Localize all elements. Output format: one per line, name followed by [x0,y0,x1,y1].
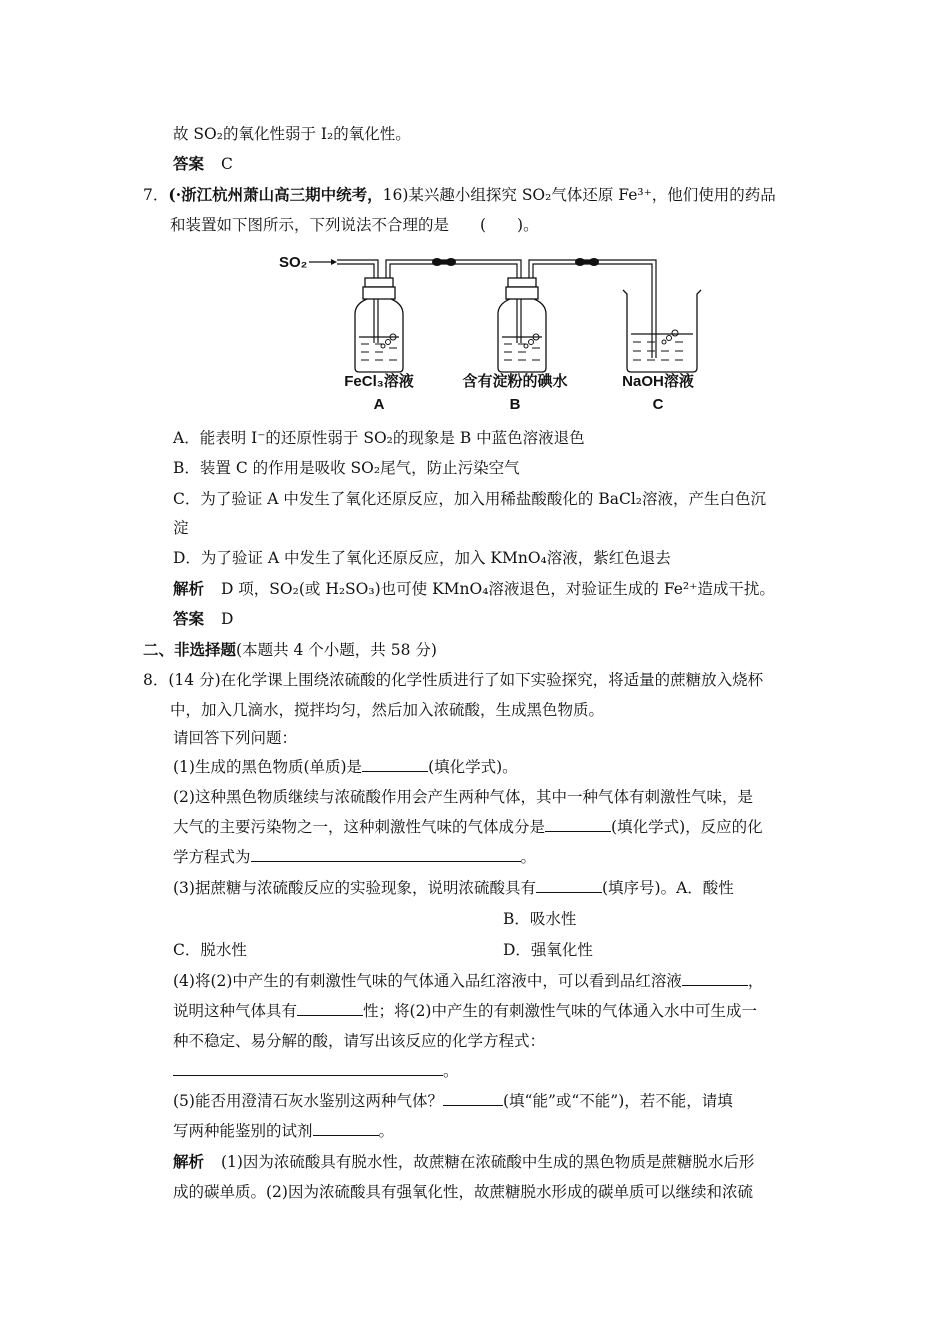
part1-suffix: (填化学式)。 [428,758,518,776]
bottle-a-reagent: FeCl₃溶液 [344,373,414,390]
part2-eq-suffix: 。 [520,848,537,866]
q8-stem-line2: 中，加入几滴水，搅拌均匀，然后加入浓硫酸，生成黑色物质。 [170,701,605,719]
q8-part4-line3: 种不稳定、易分解的酸，请写出该反应的化学方程式： [173,1032,546,1050]
q8-analysis-line2: 成的碳单质。(2)因为浓硫酸具有强氧化性，故蔗糖脱水形成的碳单质可以继续和浓硫 [173,1183,753,1201]
part2-text: 大气的主要污染物之一，这种刺激性气味的气体成分是 [173,818,546,836]
part5-reagent-blank[interactable] [313,1121,379,1136]
q8-part3 [173,877,734,899]
inlet-tube [337,260,378,343]
prev-answer [173,153,233,175]
section-heading [143,639,437,661]
bottle-b-reagent: 含有淀粉的碘水 [462,373,568,390]
part1-blank[interactable] [362,757,428,772]
part4-comma: ， [747,972,764,990]
part5-blank[interactable] [443,1091,503,1106]
q8-part2-line2 [173,816,763,838]
answer-value: C [220,155,233,173]
part3-text: (3)据蔗糖与浓硫酸反应的实验现象，说明浓硫酸具有 [173,879,536,897]
q7-stem-text: 某兴趣小组探究 SO₂气体还原 Fe³⁺，他们使用的药品 [408,186,776,204]
q8-stem-text: (14 分)在化学课上围绕浓硫酸的化学性质进行了如下实验探究，将适量的蔗糖放入烧杯 [168,671,764,689]
part2-eq-text: 学方程式为 [173,848,251,866]
part4-text: (4)将(2)中产生的有刺激性气味的气体通入品红溶液中，可以看到品红溶液 [173,972,682,990]
q8-part2-line3 [173,846,536,868]
beaker-c-letter: C [652,396,664,413]
inlet-label: SO₂ [279,254,308,271]
q7-option-b: B．装置 C 的作用是吸收 SO₂尾气，防止污染空气 [173,459,520,477]
q7-option-a: A．能表明 I⁻的还原性弱于 SO₂的现象是 B 中蓝色溶液退色 [173,429,585,447]
q8-part2-line1: (2)这种黑色物质继续与浓硫酸作用会产生两种气体，其中一种气体有刺激性气味，是 [173,788,753,806]
bottle-a [355,278,403,372]
part3-option-c: C．脱水性 [173,941,247,959]
analysis-text: (1)因为浓硫酸具有脱水性，故蔗糖在浓硫酸中生成的黑色物质是蔗糖脱水后形 [220,1153,755,1171]
answer-value: D [220,610,234,628]
part5-end: 。 [378,1122,395,1140]
q8-stem-line1 [143,669,763,691]
part3-option-d: D．强氧化性 [503,941,593,959]
q8-part5-line1 [173,1090,733,1112]
analysis-label: 解析 [173,1152,205,1171]
connector-a-b [386,260,521,343]
part5-text: (5)能否用澄清石灰水鉴别这两种气体？ [173,1092,443,1110]
part4-equation-blank[interactable] [173,1061,443,1076]
q8-part4-line2 [173,1000,757,1022]
bottle-a-letter: A [373,396,385,413]
q8-analysis-line1 [173,1151,754,1173]
q7-option-c-line2: 淀 [173,519,189,537]
q7-answer [173,608,233,630]
q8-part4-line4 [173,1060,459,1082]
apparatus-diagram [275,248,705,418]
q8-part5-line2 [173,1120,394,1142]
part2-suffix: (填化学式)，反应的化 [611,818,763,836]
beaker-c [623,290,701,372]
connector-b-c [529,260,656,358]
part4-observation-blank[interactable] [682,971,748,986]
answer-label: 答案 [173,154,205,173]
prev-conclusion: 故 SO₂的氧化性弱于 I₂的氧化性。 [173,125,411,143]
q7-source: (·浙江杭州萧山高三期中统考， [168,185,383,204]
q7-score: 16) [382,186,409,204]
analysis-label: 解析 [173,579,205,598]
part4-eq-suffix: 。 [443,1062,459,1080]
part4-suffix: 性；将(2)中产生的有刺激性气味的气体通入水中可生成一 [363,1002,757,1020]
beaker-c-reagent: NaOH溶液 [622,373,694,390]
section-title: 二、非选择题 [143,640,237,659]
q7-option-d: D．为了验证 A 中发生了氧化还原反应，加入 KMnO₄溶液，紫红色退去 [173,549,671,567]
part3-blank[interactable] [536,878,602,893]
part5-suffix: (填“能”或“不能”)，若不能，请填 [502,1092,733,1110]
q7-option-c-line1: C．为了验证 A 中发生了氧化还原反应，加入用稀盐酸酸化的 BaCl₂溶液，产生白色沉 [173,490,766,508]
part3-suffix: (填序号)。A．酸性 [601,879,734,897]
part4-property-blank[interactable] [297,1001,363,1016]
q8-part4-line1 [173,970,763,992]
q8-number: 8． [143,671,169,689]
section-note: (本题共 4 个小题，共 58 分) [236,641,437,659]
q7-stem-line2: 和装置如下图所示，下列说法不合理的是 ( )。 [170,216,539,234]
q7-analysis [173,578,775,600]
part5-text2: 写两种能鉴别的试剂 [173,1122,313,1140]
part4-text2: 说明这种气体具有 [173,1002,298,1020]
bottle-b [498,278,546,372]
answer-label: 答案 [173,609,205,628]
q8-part1 [173,756,518,778]
part1-text: (1)生成的黑色物质(单质)是 [173,758,363,776]
q7-stem-line1 [143,184,776,206]
q7-number: 7． [143,186,169,204]
part2-equation-blank[interactable] [251,847,521,862]
q8-prompt: 请回答下列问题： [173,729,298,747]
part3-option-b: B．吸水性 [503,910,577,928]
part2-formula-blank[interactable] [545,817,611,832]
bottle-b-letter: B [509,396,521,413]
analysis-text: D 项，SO₂(或 H₂SO₃)也可使 KMnO₄溶液退色，对验证生成的 Fe²⁺造成干扰。 [220,580,775,598]
